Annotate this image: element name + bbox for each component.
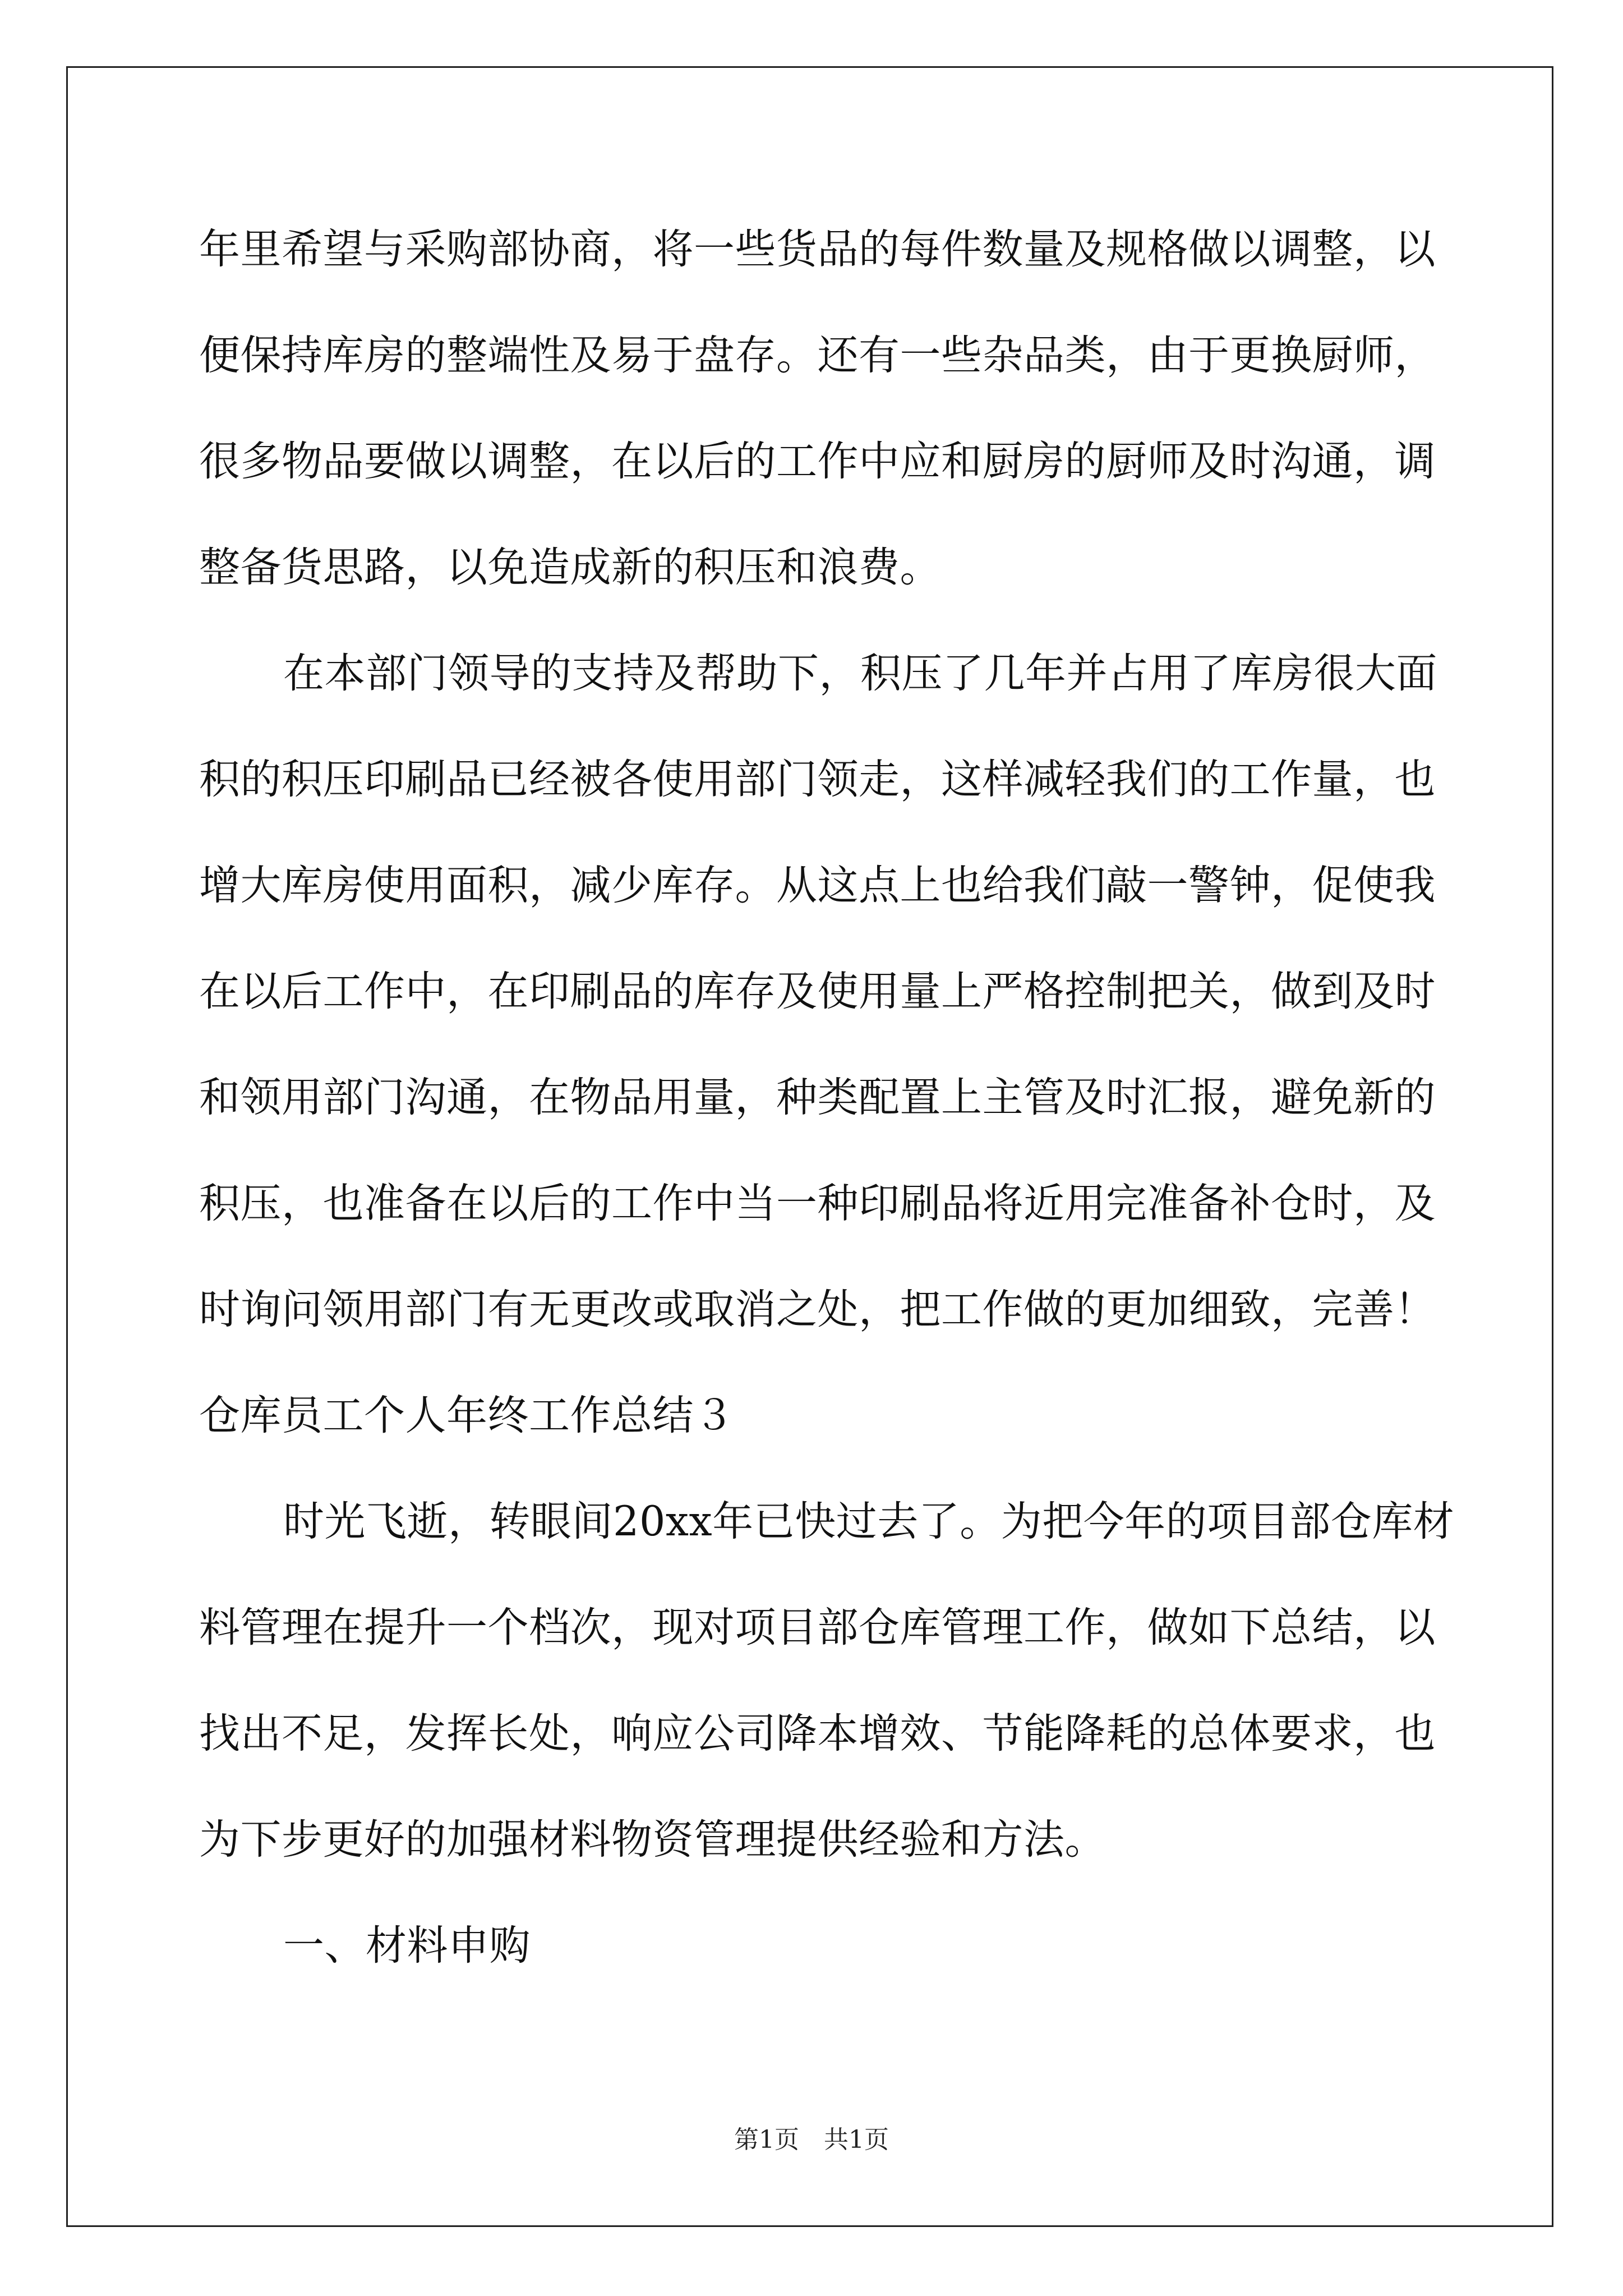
page-footer: 第1页 共1页 xyxy=(734,2125,889,2154)
text-line-3: 很多物品要做以调整，在以后的工作中应和厨房的厨师及时沟通，调 xyxy=(199,438,1436,485)
text-line-13: 时光飞逝，转眼间20xx年已快过去了。为把今年的项目部仓库材 xyxy=(283,1498,1455,1545)
text-line-5: 在本部门领导的支持及帮助下，积压了几年并占用了库房很大面 xyxy=(283,650,1437,697)
text-line-15: 找出不足，发挥长处，响应公司降本增效、节能降耗的总体要求，也 xyxy=(199,1710,1436,1757)
text-line-8: 在以后工作中，在印刷品的库存及使用量上严格控制把关，做到及时 xyxy=(199,968,1436,1015)
text-line-6: 积的积压印刷品已经被各使用部门领走，这样减轻我们的工作量，也 xyxy=(199,756,1436,803)
text-line-9: 和领用部门沟通，在物品用量，种类配置上主管及时汇报，避免新的 xyxy=(199,1074,1436,1121)
text-line-16: 为下步更好的加强材料物资管理提供经验和方法。 xyxy=(199,1816,1106,1864)
text-line-11: 时询问领用部门有无更改或取消之处，把工作做的更加细致，完善！ xyxy=(199,1286,1436,1333)
text-line-7: 增大库房使用面积，减少库存。从这点上也给我们敲一警钟，促使我 xyxy=(199,862,1436,909)
section-heading: 仓库员工个人年终工作总结３ xyxy=(199,1392,735,1439)
text-line-1: 年里希望与采购部协商，将一些货品的每件数量及规格做以调整，以 xyxy=(199,226,1436,273)
text-line-10: 积压，也准备在以后的工作中当一种印刷品将近用完准备补仓时，及 xyxy=(199,1180,1436,1227)
text-line-2: 便保持库房的整端性及易于盘存。还有一些杂品类，由于更换厨师， xyxy=(199,332,1436,379)
subsection-heading: 一、材料申购 xyxy=(283,1922,531,1970)
document-body xyxy=(199,216,1455,2018)
text-line-14: 料管理在提升一个档次，现对项目部仓库管理工作，做如下总结，以 xyxy=(199,1604,1436,1651)
text-line-4: 整备货思路，以免造成新的积压和浪费。 xyxy=(199,544,941,591)
